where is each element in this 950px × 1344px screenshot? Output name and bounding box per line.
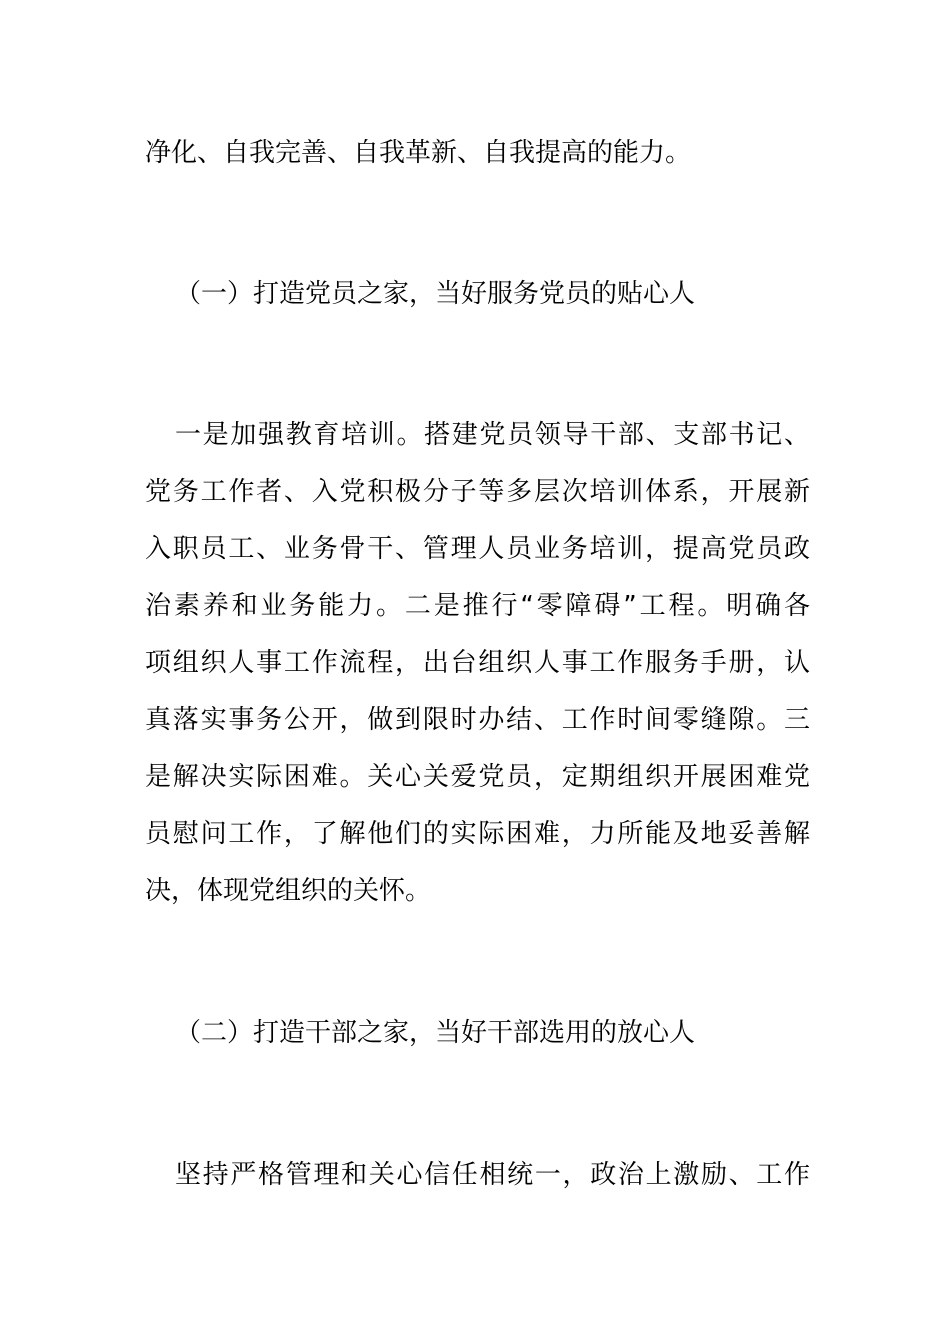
section-2-heading: （二）打造干部之家，当好干部选用的放心人 [175, 1018, 696, 1048]
section-1-line-7: 是解决实际困难。关心关爱党员，定期组织开展困难党 [145, 762, 810, 792]
section-1-line-3: 入职员工、业务骨干、管理人员业务培训，提高党员政 [145, 534, 810, 564]
section-1-line-2: 党务工作者、入党积极分子等多层次培训体系，开展新 [145, 477, 810, 507]
continuation-line: 净化、自我完善、自我革新、自我提高的能力。 [145, 138, 692, 168]
section-1-heading: （一）打造党员之家，当好服务党员的贴心人 [175, 279, 696, 309]
section-1-line-4: 治素养和业务能力。二是推行“零障碍”工程。明确各 [145, 591, 810, 621]
section-1-line-6: 真落实事务公开，做到限时办结、工作时间零缝隙。三 [145, 705, 810, 735]
section-1-line-1: 一是加强教育培训。搭建党员领导干部、支部书记、 [175, 420, 810, 450]
section-1-line-8: 员慰问工作，了解他们的实际困难，力所能及地妥善解 [145, 819, 810, 849]
section-1-line-9: 决，体现党组织的关怀。 [145, 876, 432, 906]
section-2-line-1: 坚持严格管理和关心信任相统一，政治上激励、工作 [175, 1160, 810, 1190]
section-1-line-5: 项组织人事工作流程，出台组织人事工作服务手册，认 [145, 648, 810, 678]
